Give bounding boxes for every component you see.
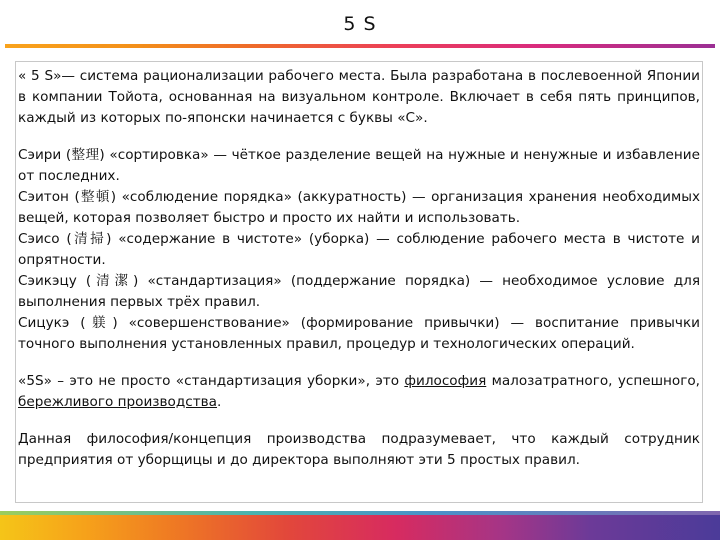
principle-shitsuke: Сицукэ (躾) «совершенствование» (формирование привычки) — воспитание привычки точного выполнения установленных правил, процедур и технологических операций. (18, 315, 700, 352)
content-box (15, 61, 703, 503)
title-divider (5, 44, 715, 48)
principle-seiton: Сэитон (整頓) «соблюдение порядка» (аккуратность) — организация хранения необходимых вещей, которая позволяет быстро и просто их найти и использовать. (18, 189, 700, 226)
philosophy-link[interactable]: философия (404, 373, 487, 389)
spacer (18, 129, 700, 145)
footer-gradient-bar (0, 515, 720, 540)
philosophy-text-2: малозатратного, успешного, (486, 373, 701, 389)
spacer (18, 355, 700, 371)
lean-production-link[interactable]: бережливого производства (18, 394, 217, 410)
philosophy-paragraph (18, 371, 700, 413)
principle-seiso: Сэисо (清掃) «содержание в чистоте» (уборка) — соблюдение рабочего места в чистоте и опрятности. (18, 231, 700, 268)
principle-seiri: Сэири (整理) «сортировка» — чёткое разделение вещей на нужные и ненужные и избавление от последних. (18, 147, 700, 184)
intro-term: « 5 S» (18, 68, 62, 84)
conclusion-paragraph: Данная философия/концепция производства подразумевает, что каждый сотрудник предприятия от уборщицы и до директора выполняют эти 5 простых правил. (18, 431, 700, 468)
philosophy-text-3: . (216, 394, 222, 410)
spacer (18, 413, 700, 429)
slide-title: 5 S (343, 13, 377, 35)
intro-text: — система рационализации рабочего места. Была разработана в послевоенной Японии в компании Тойота, основанная на визуальном контроле. Включает в себя пять принципов, каждый из которых по-японски начинается с буквы «С». (18, 68, 700, 126)
intro-paragraph (18, 66, 700, 129)
text-area (18, 66, 700, 471)
philosophy-text-1: «5S» – это не просто «стандартизация уборки», это (18, 373, 405, 389)
principle-seiketsu: Сэикэцу (清潔) «стандартизация» (поддержание порядка) — необходимое условие для выполнения первых трёх правил. (18, 273, 700, 310)
